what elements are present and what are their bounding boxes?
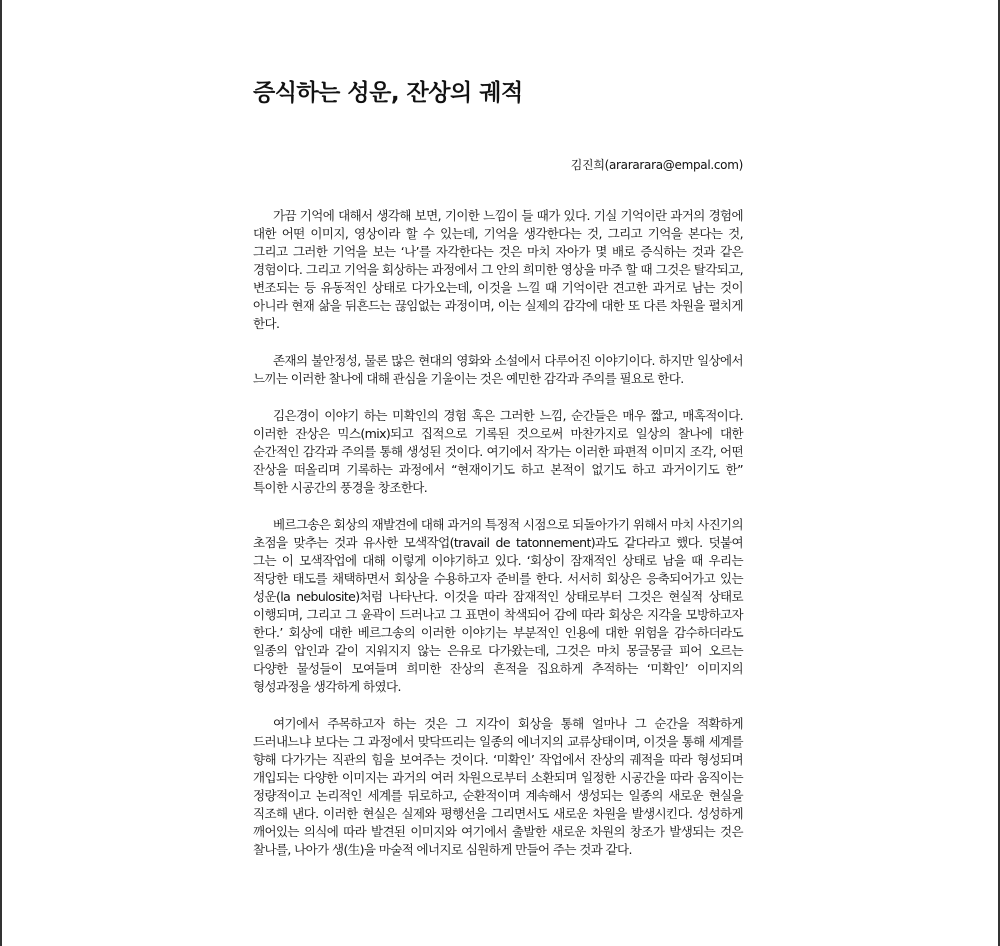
author-line: 김진희(arararara@empal.com) — [570, 158, 743, 172]
paragraph-2: 존재의 불안정성, 물론 많은 현대의 영화와 소설에서 다루어진 이야기이다. 하지만 일상에서 느끼는 이러한 찰나에 대해 관심을 기울이는 것은 예민한 감각과 주의를 필요로 한다. — [253, 353, 743, 386]
document-title: 증식하는 성운, 잔상의 궤적 — [253, 80, 523, 106]
document-body — [253, 207, 743, 878]
paragraph-5: 여기에서 주목하고자 하는 것은 그 지각이 회상을 통해 얼마나 그 순간을 적확하게 드러내느냐 보다는 그 과정에서 맞닥뜨리는 일종의 에너지의 교류상태이며, 이것을 통해 세계를 향해 다가가는 직관의 힘을 보여주는 것이다. ‘미확인’ 작업에서 잔상의 궤적을 따라 형성되며 개입되는 다양한 이미지는 과거의 여러 차원으로부터 소환되며 일정한 시공간을 따라 움직이는 정량적이고 논리적인 세계를 뒤로하고, 순환적이며 계속해서 생성되는 일종의 새로운 현실을 직조해 낸다. 이러한 현실은 실제와 평행선을 그리면서도 새로운 차원을 발생시킨다. 성성하게 깨어있는 의식에 따라 발견된 이미지와 여기에서 출발한 새로운 차원의 창조가 발생되는 것은 찰나를, 나아가 생(生)을 마술적 에너지로 심원하게 만들어 주는 것과 같다. — [253, 716, 743, 857]
paragraph-3: 김은경이 이야기 하는 미확인의 경험 혹은 그러한 느낌, 순간들은 매우 짧고, 매혹적이다. 이러한 잔상은 믹스(mix)되고 집적으로 기록된 것으로써 마찬가지로 일상의 찰나에 대한 순간적인 감각과 주의를 통해 생성된 것이다. 여기에서 작가는 이러한 파편적 이미지 조각, 어떤 잔상을 떠올리며 기록하는 과정에서 “현재이기도 하고 본적이 없기도 하고 과거이기도 한” 특이한 시공간의 풍경을 창조한다. — [253, 408, 743, 495]
paragraph-4: 베르그송은 회상의 재발견에 대해 과거의 특정적 시점으로 되돌아가기 위해서 마치 사진기의 초점을 맞추는 것과 유사한 모색작업(travail de tatonnement)과도 같다라고 했다. 덧붙여 그는 이 모색작업에 대해 이렇게 이야기하고 있다. ‘회상이 잠재적인 상태로 남을 때 우리는 적당한 태도를 채택하면서 회상을 수용하고자 준비를 한다. 서서히 회상은 응축되어가고 있는 성운(la nebulosite)처럼 나타난다. 이것을 따라 잠재적인 상태로부터 그것은 현실적 상태로 이행되며, 그리고 그 윤곽이 드러나고 그 표면이 착색되어 감에 따라 회상은 지각을 모방하고자 한다.’ 회상에 대한 베르그송의 이러한 이야기는 부분적인 인용에 대한 위험을 감수하더라도 일종의 압인과 같이 지워지지 않는 은유로 다가왔는데, 그것은 마치 몽글몽글 피어 오르는 다양한 물성들이 모여들며 희미한 잔상의 흔적을 집요하게 추적하는 ‘미확인’ 이미지의 형성과정을 생각하게 하였다. — [253, 517, 743, 694]
paragraph-1: 가끔 기억에 대해서 생각해 보면, 기이한 느낌이 들 때가 있다. 기실 기억이란 과거의 경험에 대한 어떤 이미지, 영상이라 할 수 있는데, 기억을 생각한다는 것, 그리고 기억을 본다는 것, 그리고 그러한 기억을 보는 ‘나’를 자각한다는 것은 마치 자아가 몇 배로 증식하는 것과 같은 경험이다. 그리고 기억을 회상하는 과정에서 그 안의 희미한 영상을 마주 할 때 그것은 탈각되고, 변조되는 등 유동적인 상태로 다가오는데, 이것을 느낄 때 기억이란 견고한 과거로 남는 것이 아니라 현재 삶을 뒤흔드는 끊임없는 과정이며, 이는 실제의 감각에 대한 또 다른 차원을 펼치게 한다. — [253, 208, 743, 331]
